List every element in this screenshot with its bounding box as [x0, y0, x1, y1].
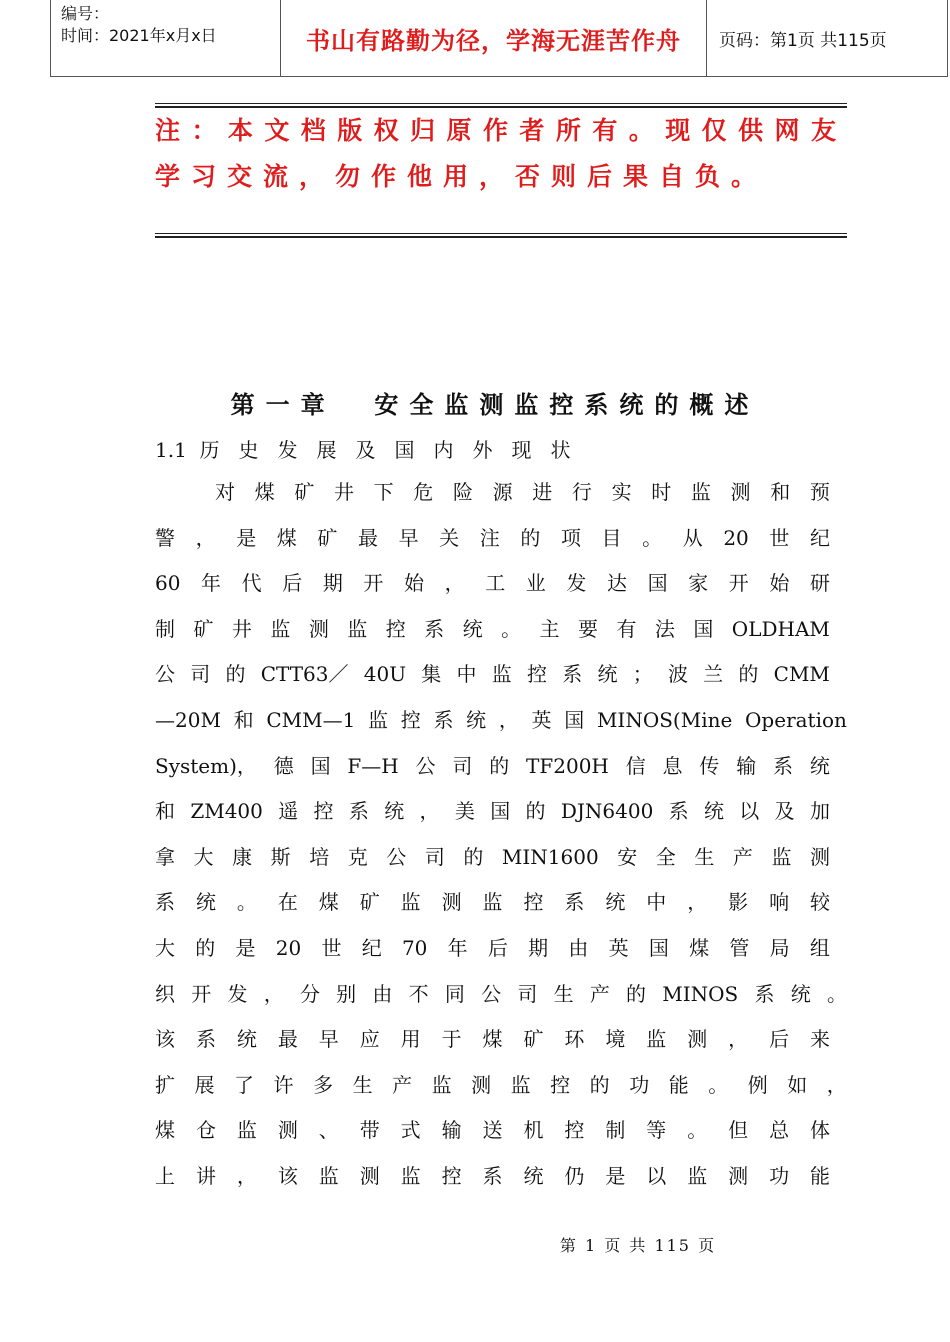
body-line: 煤 仓 监 测 、 带 式 输 送 机 控 制 等 。 但 总 体	[155, 1118, 830, 1143]
body-line: 对 煤 矿 井 下 危 险 源 进 行 实 时 监 测 和 预	[215, 480, 830, 504]
body-line: 公 司 的 CTT63／ 40U 集 中 监 控 系 统 ； 波 兰 的 CMM	[155, 662, 830, 687]
page-footer: 第 1 页 共 115 页	[559, 1236, 717, 1255]
body-line: 织 开 发 ， 分 别 由 不 同 公 司 生 产 的 MINOS 系 统 。	[155, 981, 847, 1006]
document-time: 时间：2021年x月x日	[61, 26, 217, 45]
section-heading	[155, 434, 590, 463]
notice-bottom-rule	[155, 233, 847, 238]
body-line: 制 矿 井 监 测 监 控 系 统 。 主 要 有 法 国 OLDHAM	[155, 616, 830, 641]
copyright-notice: 注：本文档版权归原作者所有。现仅供网友学习交流，勿作他用，否则后果自负。	[155, 116, 847, 191]
body-line: 上 讲 ， 该 监 测 监 控 系 统 仍 是 以 监 测 功 能	[155, 1164, 830, 1188]
document-number-label: 编号：	[61, 4, 110, 23]
body-line: 该 系 统 最 早 应 用 于 煤 矿 环 境 监 测 ， 后 来	[155, 1027, 830, 1052]
body-line: —20M 和 CMM—1 监 控 系 统 ， 英 国 MINOS(Mine Operation	[155, 708, 847, 732]
body-line: 扩 展 了 许 多 生 产 监 测 监 控 的 功 能 。 例 如 ，	[155, 1072, 847, 1097]
body-line: 和 ZM400 遥 控 系 统 ， 美 国 的 DJN6400 系 统 以 及 加	[155, 799, 830, 824]
header-motto: 书山有路勤为径，学海无涯苦作舟	[281, 0, 707, 76]
body-line: 系 统 。 在 煤 矿 监 测 监 控 系 统 中 ， 影 响 较	[155, 890, 830, 915]
section-number: 1.1	[155, 438, 187, 462]
body-line: 警 ， 是 煤 矿 最 早 关 注 的 项 目 。 从 20 世 纪	[155, 525, 830, 550]
header-page-info: 页码：第1页 共115页	[719, 30, 887, 51]
body-line: 拿 大 康 斯 培 克 公 司 的 MIN1600 安 全 生 产 监 测	[155, 844, 830, 869]
body-line: 大 的 是 20 世 纪 70 年 后 期 由 英 国 煤 管 局 组	[155, 936, 830, 960]
body-line: System)， 德 国 F—H 公 司 的 TF200H 信 息 传 输 系 统	[155, 753, 830, 778]
page-header	[50, 0, 948, 77]
chapter-title: 第一章 安全监测监控系统的概述	[230, 391, 760, 419]
header-meta	[51, 0, 281, 76]
body-line: 60 年 代 后 期 开 始 ， 工 业 发 达 国 家 开 始 研	[155, 571, 830, 596]
section-title: 历史发展及国内外现状	[199, 438, 590, 462]
